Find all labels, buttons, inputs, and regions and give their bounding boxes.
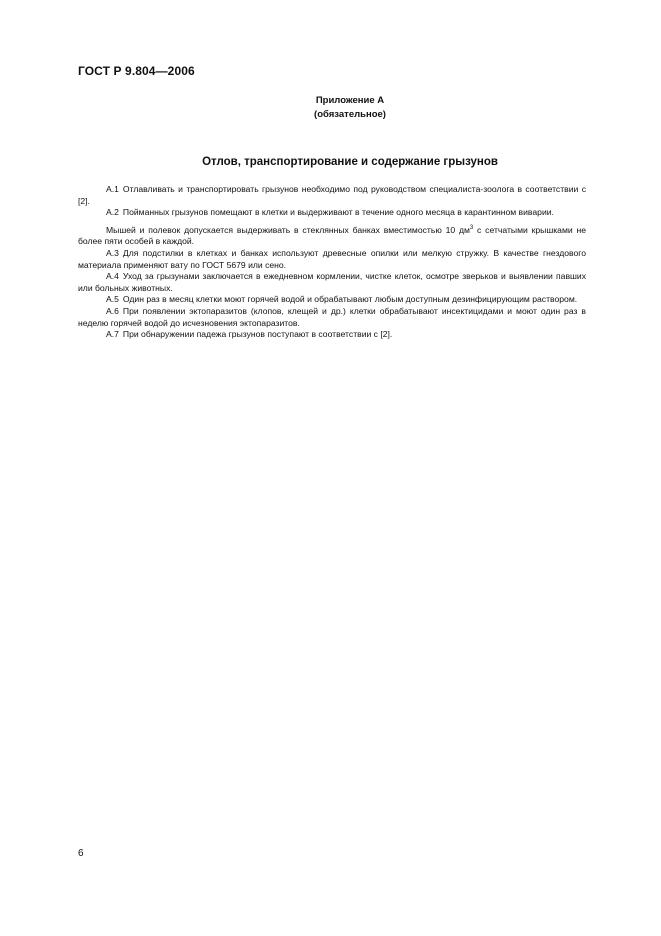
paragraph-text: Один раз в месяц клетки моют горячей водой и обрабатывают любым доступным дезинфицирующим раствором. bbox=[122, 294, 578, 305]
paragraph-a7 bbox=[78, 329, 586, 341]
appendix-status: (обязательное) bbox=[314, 109, 386, 120]
paragraph-text: Для подстилки в клетках и банках используют древесные опилки или мелкую стружку. В качестве гнездового материала применяют вату по ГОСТ 5679 или сено. bbox=[78, 247, 586, 270]
clause-number: А.7 bbox=[106, 329, 119, 340]
clause-number: А.4 bbox=[106, 271, 119, 282]
superscript: 3 bbox=[469, 224, 474, 231]
paragraph-text: Мышей и полевок допускается выдерживать в стеклянных банках вместимостью 10 дм bbox=[106, 224, 470, 235]
clause-number: А.3 bbox=[106, 247, 119, 258]
clause-number: А.2 bbox=[106, 207, 119, 218]
paragraph-text: При появлении эктопаразитов (клопов, клещей и др.) клетки обрабатывают инсектицидами и моют один раз в неделю горячей водой до исчезновения эктопаразитов. bbox=[78, 305, 586, 328]
paragraph-text: При обнаружении падежа грызунов поступают в соответствии с [2]. bbox=[122, 329, 393, 340]
page-number: 6 bbox=[78, 848, 84, 859]
paragraph-a1 bbox=[78, 184, 586, 207]
paragraph-a6 bbox=[78, 306, 586, 329]
paragraph-text: Уход за грызунами заключается в ежедневном кормлении, чистке клеток, осмотре зверьков и выявлении павших или больных животных. bbox=[78, 271, 586, 293]
paragraph-a2 bbox=[78, 207, 586, 219]
paragraph-text: Отлавливать и транспортировать грызунов необходимо под руководством специалиста-зоолога в соответствии с [2]. bbox=[78, 184, 586, 206]
clause-number: А.1 bbox=[106, 184, 119, 194]
clause-number: А.5 bbox=[106, 294, 119, 305]
document-header: ГОСТ Р 9.804—2006 bbox=[78, 64, 195, 78]
paragraph-a2-continued bbox=[78, 225, 586, 248]
paragraph-text: с сетчатыми крышками не более пяти особей в каждой. bbox=[78, 224, 586, 247]
clause-number: А.6 bbox=[106, 305, 119, 316]
appendix-title: Приложение А bbox=[315, 95, 385, 106]
section-title: Отлов, транспортирование и содержание грызунов bbox=[202, 156, 498, 168]
document-body bbox=[78, 184, 586, 341]
paragraph-a4 bbox=[78, 271, 586, 294]
paragraph-a5 bbox=[78, 294, 586, 306]
paragraph-text: Пойманных грызунов помещают в клетки и выдерживают в течение одного месяца в карантинном виварии. bbox=[122, 207, 554, 218]
paragraph-a3 bbox=[78, 248, 586, 271]
